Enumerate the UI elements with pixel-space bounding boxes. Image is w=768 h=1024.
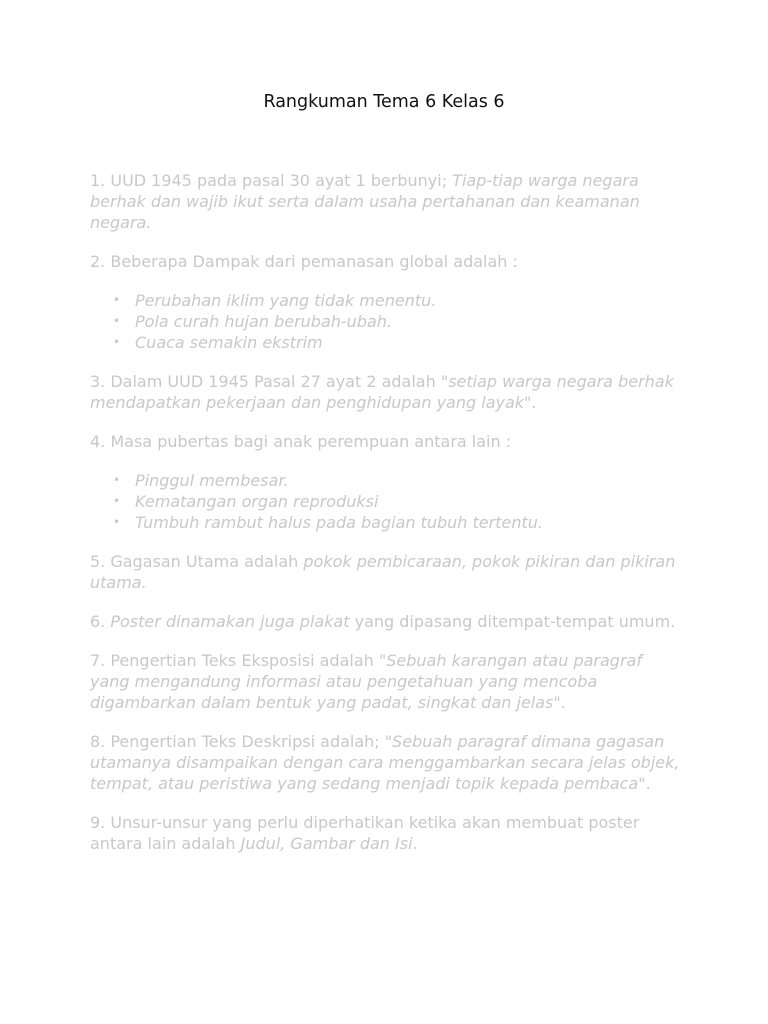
item-7-text: 7. Pengertian Teks Eksposisi adalah " [90,651,387,670]
item-3 [90,371,680,413]
list-item: • Pinggul membesar. [135,470,680,491]
item-7-italic: Sebuah karangan atau paragraf yang mengandung informasi atau pengetahuan yang mencoba digambarkan dalam bentuk yang padat, singkat dan jelas [90,651,642,712]
item-6 [90,611,680,632]
list-item: • Pola curah hujan berubah-ubah. [135,311,680,332]
item-5 [90,551,680,593]
item-6-italic: Poster dinamakan juga plakat [110,612,350,631]
item-6-after: yang dipasang ditempat-tempat umum. [349,612,676,631]
item-4-text: 4. Masa pubertas bagi anak perempuan antara lain : [90,432,512,451]
item-7 [90,650,680,713]
item-9-text: 9. Unsur-unsur yang perlu diperhatikan ketika akan membuat poster antara lain adalah [90,813,640,853]
item-5-italic: pokok pembicaraan, pokok pikiran dan pikiran utama. [90,552,676,592]
item-7-after: ". [553,693,566,712]
item-8-after: ". [638,774,651,793]
item-2 [90,251,680,272]
item-9-italic: Judul, Gambar dan Isi [240,834,413,853]
document-body [90,170,680,872]
list-item: • Kematangan organ reproduksi [135,491,680,512]
item-9 [90,812,680,854]
item-8 [90,731,680,794]
item-5-text: 5. Gagasan Utama adalah [90,552,304,571]
item-2-text: 2. Beberapa Dampak dari pemanasan global adalah : [90,252,518,271]
item-2-bullet-list [90,290,680,353]
item-4-bullet-list [90,470,680,533]
list-item: • Perubahan iklim yang tidak menentu. [135,290,680,311]
item-6-text: 6. [90,612,111,631]
item-1 [90,170,680,233]
document-title: Rangkuman Tema 6 Kelas 6 [263,92,505,112]
item-8-italic: Sebuah paragraf dimana gagasan utamanya disampaikan dengan cara menggambarkan secara jelas objek, tempat, atau peristiwa yang sedang menjadi topik kepada pembaca [90,732,680,793]
item-9-after: . [412,834,418,853]
item-4 [90,431,680,452]
list-item: • Cuaca semakin ekstrim [135,332,680,353]
item-3-after: ". [524,393,537,412]
item-1-text: 1. UUD 1945 pada pasal 30 ayat 1 berbunyi; [90,171,453,190]
list-item: • Tumbuh rambut halus pada bagian tubuh tertentu. [135,512,680,533]
item-8-text: 8. Pengertian Teks Deskripsi adalah; " [90,732,393,751]
item-3-text: 3. Dalam UUD 1945 Pasal 27 ayat 2 adalah " [90,372,449,391]
item-1-italic: Tiap-tiap warga negara berhak dan wajib ikut serta dalam usaha pertahanan dan keamanan negara. [90,171,640,232]
item-3-italic: setiap warga negara berhak mendapatkan pekerjaan dan penghidupan yang layak [90,372,674,412]
